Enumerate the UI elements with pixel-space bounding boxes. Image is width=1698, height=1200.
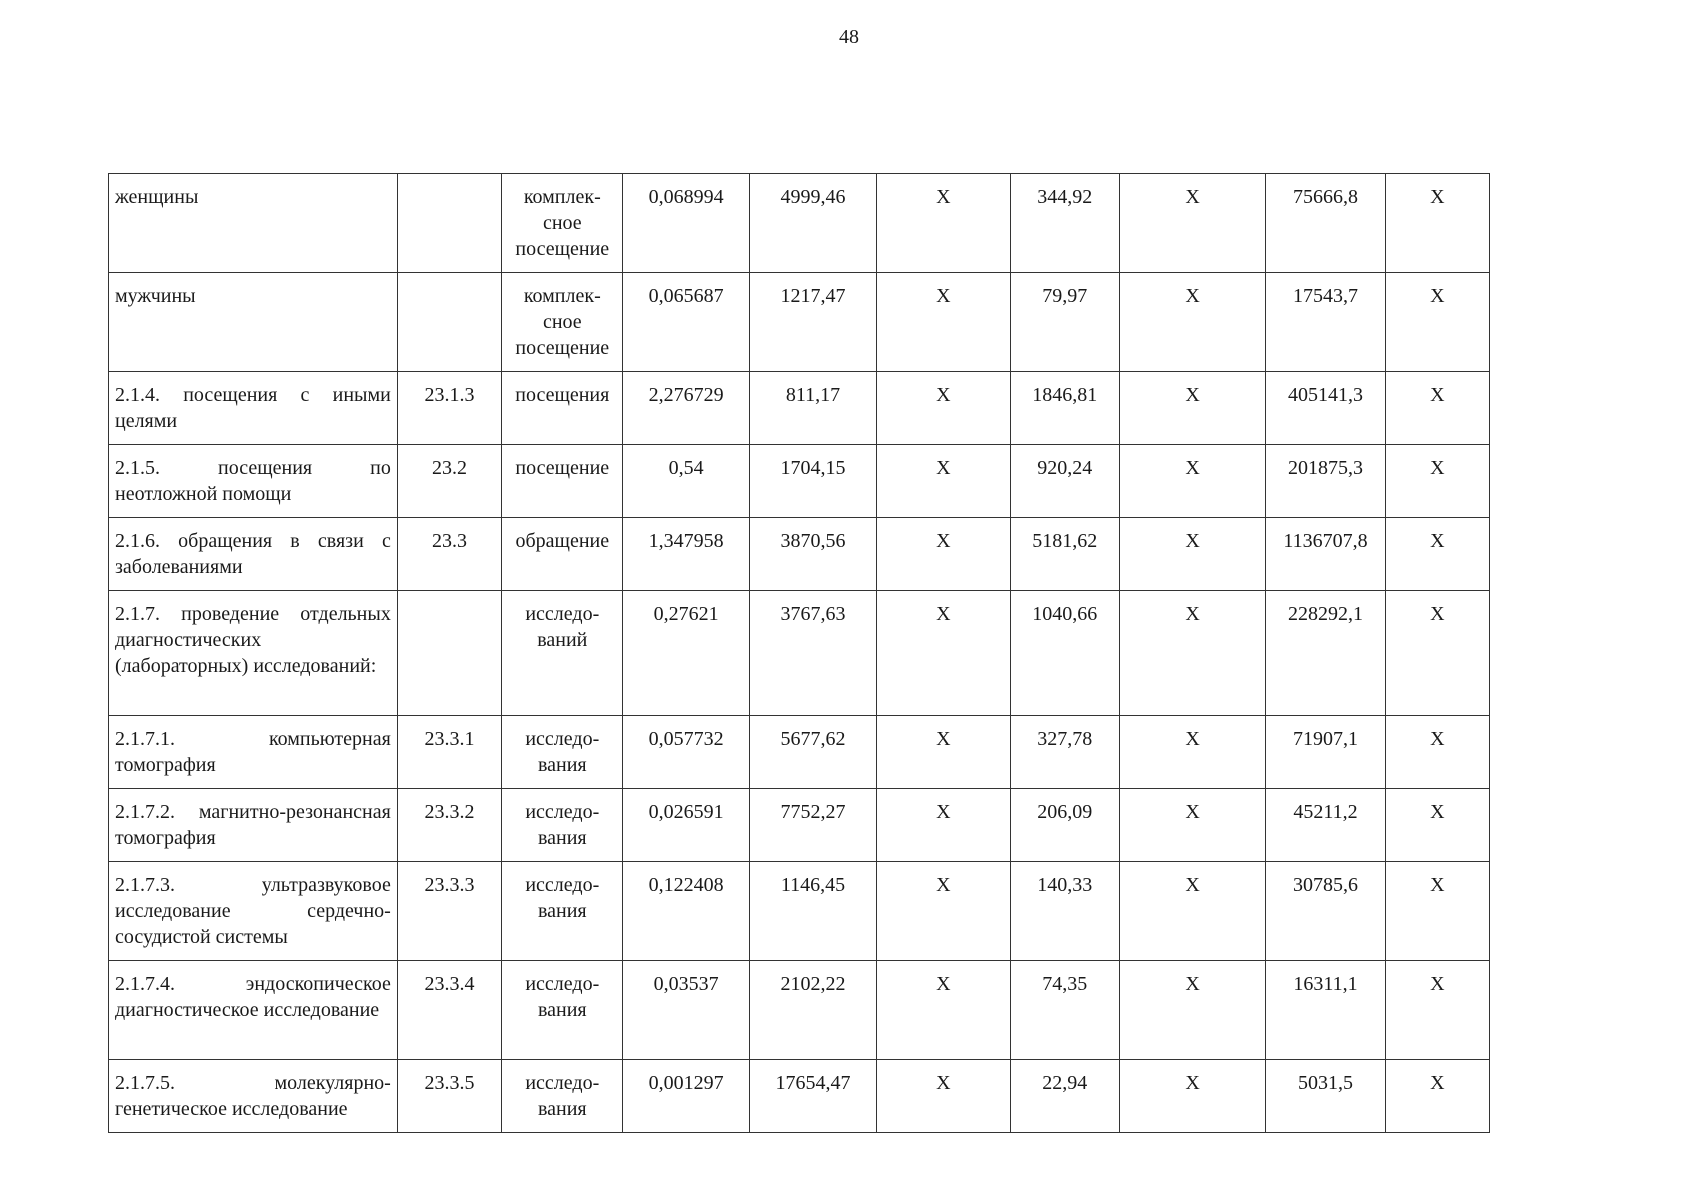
- row-x-2-cell: Х: [1119, 518, 1265, 591]
- row-value-4-cell: 201875,3: [1266, 445, 1385, 518]
- table-row: [109, 518, 1490, 591]
- row-name-cell: 2.1.5. посещения по неотложной помощи: [109, 445, 398, 518]
- row-x-1-cell: Х: [877, 591, 1010, 716]
- row-code-cell: 23.3.5: [397, 1060, 501, 1133]
- row-x-2-cell: Х: [1119, 174, 1265, 273]
- row-value-1-cell: 0,057732: [623, 716, 749, 789]
- row-unit-cell: комплек- сное посещение: [502, 273, 623, 372]
- row-unit-cell: комплек- сное посещение: [502, 174, 623, 273]
- table-row: [109, 789, 1490, 862]
- row-x-1-cell: Х: [877, 862, 1010, 961]
- row-value-2-cell: 3870,56: [749, 518, 876, 591]
- row-value-1-cell: 1,347958: [623, 518, 749, 591]
- row-unit-cell: посещение: [502, 445, 623, 518]
- row-value-1-cell: 0,026591: [623, 789, 749, 862]
- row-value-3-cell: 1846,81: [1010, 372, 1119, 445]
- row-value-2-cell: 3767,63: [749, 591, 876, 716]
- row-value-2-cell: 1704,15: [749, 445, 876, 518]
- row-value-3-cell: 140,33: [1010, 862, 1119, 961]
- row-value-3-cell: 79,97: [1010, 273, 1119, 372]
- row-x-3-cell: Х: [1385, 174, 1489, 273]
- row-x-2-cell: Х: [1119, 961, 1265, 1060]
- row-x-2-cell: Х: [1119, 862, 1265, 961]
- table-row: [109, 174, 1490, 273]
- row-x-1-cell: Х: [877, 445, 1010, 518]
- row-value-4-cell: 405141,3: [1266, 372, 1385, 445]
- table-row: [109, 591, 1490, 716]
- row-code-cell: 23.3.4: [397, 961, 501, 1060]
- row-value-4-cell: 45211,2: [1266, 789, 1385, 862]
- row-value-1-cell: 2,276729: [623, 372, 749, 445]
- row-value-3-cell: 22,94: [1010, 1060, 1119, 1133]
- row-x-2-cell: Х: [1119, 273, 1265, 372]
- row-name-cell: женщины: [109, 174, 398, 273]
- row-unit-cell: исследо- ваний: [502, 591, 623, 716]
- row-x-3-cell: Х: [1385, 372, 1489, 445]
- row-value-4-cell: 228292,1: [1266, 591, 1385, 716]
- row-x-1-cell: Х: [877, 716, 1010, 789]
- row-unit-cell: исследо- вания: [502, 862, 623, 961]
- row-unit-cell: исследо- вания: [502, 1060, 623, 1133]
- table-row: [109, 862, 1490, 961]
- row-value-4-cell: 30785,6: [1266, 862, 1385, 961]
- row-x-1-cell: Х: [877, 518, 1010, 591]
- table-row: [109, 716, 1490, 789]
- row-x-2-cell: Х: [1119, 789, 1265, 862]
- row-value-2-cell: 811,17: [749, 372, 876, 445]
- row-name-cell: 2.1.7.3. ультразвуковое исследование сердечно-сосудистой системы: [109, 862, 398, 961]
- row-name-cell: 2.1.7.1. компьютерная томография: [109, 716, 398, 789]
- row-x-2-cell: Х: [1119, 445, 1265, 518]
- row-code-cell: 23.3.3: [397, 862, 501, 961]
- row-value-1-cell: 0,001297: [623, 1060, 749, 1133]
- table-row: [109, 445, 1490, 518]
- row-code-cell: [397, 273, 501, 372]
- row-code-cell: [397, 591, 501, 716]
- row-value-4-cell: 16311,1: [1266, 961, 1385, 1060]
- row-code-cell: 23.1.3: [397, 372, 501, 445]
- row-value-4-cell: 71907,1: [1266, 716, 1385, 789]
- row-value-1-cell: 0,065687: [623, 273, 749, 372]
- row-x-2-cell: Х: [1119, 716, 1265, 789]
- row-x-1-cell: Х: [877, 273, 1010, 372]
- row-code-cell: 23.2: [397, 445, 501, 518]
- row-value-2-cell: 5677,62: [749, 716, 876, 789]
- table-row: [109, 372, 1490, 445]
- row-x-3-cell: Х: [1385, 273, 1489, 372]
- row-x-3-cell: Х: [1385, 1060, 1489, 1133]
- row-value-2-cell: 1146,45: [749, 862, 876, 961]
- row-value-3-cell: 920,24: [1010, 445, 1119, 518]
- row-unit-cell: обращение: [502, 518, 623, 591]
- table-row: [109, 273, 1490, 372]
- row-name-cell: 2.1.7. проведение отдельных диагностических (лабораторных) исследований:: [109, 591, 398, 716]
- row-value-2-cell: 7752,27: [749, 789, 876, 862]
- row-name-cell: 2.1.4. посещения с иными целями: [109, 372, 398, 445]
- row-value-1-cell: 0,27621: [623, 591, 749, 716]
- row-value-1-cell: 0,54: [623, 445, 749, 518]
- data-table: [108, 173, 1490, 1133]
- row-name-cell: 2.1.7.4. эндоскопическое диагностическое исследование: [109, 961, 398, 1060]
- row-value-4-cell: 17543,7: [1266, 273, 1385, 372]
- row-unit-cell: исследо- вания: [502, 961, 623, 1060]
- row-x-3-cell: Х: [1385, 862, 1489, 961]
- row-value-2-cell: 1217,47: [749, 273, 876, 372]
- row-x-2-cell: Х: [1119, 372, 1265, 445]
- row-unit-cell: посещения: [502, 372, 623, 445]
- row-x-3-cell: Х: [1385, 591, 1489, 716]
- row-x-2-cell: Х: [1119, 591, 1265, 716]
- row-code-cell: 23.3.2: [397, 789, 501, 862]
- row-value-4-cell: 5031,5: [1266, 1060, 1385, 1133]
- row-code-cell: [397, 174, 501, 273]
- row-name-cell: мужчины: [109, 273, 398, 372]
- row-name-cell: 2.1.7.2. магнитно-резонансная томография: [109, 789, 398, 862]
- row-name-cell: 2.1.6. обращения в связи с заболеваниями: [109, 518, 398, 591]
- row-x-3-cell: Х: [1385, 789, 1489, 862]
- row-x-1-cell: Х: [877, 789, 1010, 862]
- row-value-1-cell: 0,03537: [623, 961, 749, 1060]
- row-x-3-cell: Х: [1385, 961, 1489, 1060]
- row-name-cell: 2.1.7.5. молекулярно-генетическое исследование: [109, 1060, 398, 1133]
- row-x-3-cell: Х: [1385, 518, 1489, 591]
- row-value-3-cell: 1040,66: [1010, 591, 1119, 716]
- row-value-3-cell: 206,09: [1010, 789, 1119, 862]
- table-body: [109, 174, 1490, 1133]
- row-value-3-cell: 344,92: [1010, 174, 1119, 273]
- row-value-4-cell: 1136707,8: [1266, 518, 1385, 591]
- row-x-2-cell: Х: [1119, 1060, 1265, 1133]
- row-value-3-cell: 5181,62: [1010, 518, 1119, 591]
- row-value-1-cell: 0,122408: [623, 862, 749, 961]
- row-x-3-cell: Х: [1385, 716, 1489, 789]
- row-unit-cell: исследо- вания: [502, 716, 623, 789]
- table-row: [109, 961, 1490, 1060]
- row-x-1-cell: Х: [877, 174, 1010, 273]
- row-unit-cell: исследо- вания: [502, 789, 623, 862]
- row-value-1-cell: 0,068994: [623, 174, 749, 273]
- row-x-1-cell: Х: [877, 372, 1010, 445]
- table-row: [109, 1060, 1490, 1133]
- row-x-1-cell: Х: [877, 1060, 1010, 1133]
- row-code-cell: 23.3.1: [397, 716, 501, 789]
- row-value-3-cell: 74,35: [1010, 961, 1119, 1060]
- row-code-cell: 23.3: [397, 518, 501, 591]
- row-x-1-cell: Х: [877, 961, 1010, 1060]
- row-value-2-cell: 17654,47: [749, 1060, 876, 1133]
- row-x-3-cell: Х: [1385, 445, 1489, 518]
- row-value-2-cell: 4999,46: [749, 174, 876, 273]
- row-value-2-cell: 2102,22: [749, 961, 876, 1060]
- row-value-4-cell: 75666,8: [1266, 174, 1385, 273]
- page-number: 48: [839, 26, 859, 48]
- row-value-3-cell: 327,78: [1010, 716, 1119, 789]
